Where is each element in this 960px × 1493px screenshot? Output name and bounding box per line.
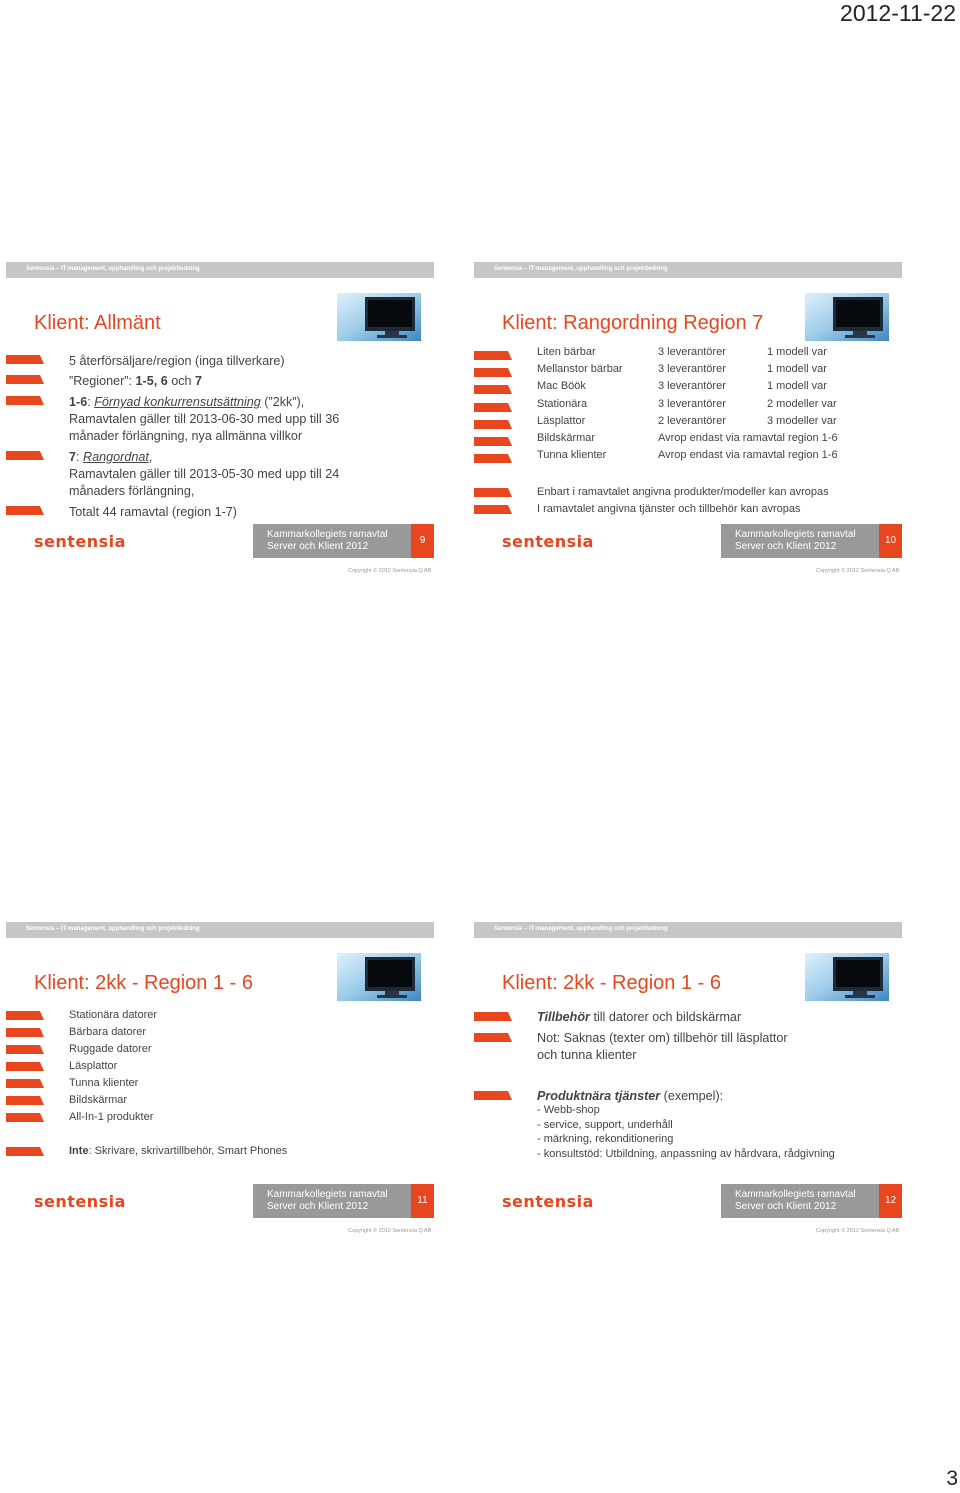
- page-number: 3: [946, 1467, 958, 1490]
- body-line: Ramavtalen gäller till 2013-05-30 med upp till 24: [69, 467, 340, 481]
- footer-box: Kammarkollegiets ramavtal Server och Klient 2012: [721, 1184, 886, 1218]
- bullet-icon: [474, 403, 512, 412]
- bullet-icon: [6, 396, 44, 405]
- bullet-icon: [6, 1062, 44, 1071]
- bullet-icon: [6, 1011, 44, 1020]
- bullet-icon: [6, 1096, 44, 1105]
- bullet-icon: [474, 1033, 512, 1042]
- monitor-icon: [337, 293, 421, 341]
- exclusion-line: Inte: Skrivare, skrivartillbehör, Smart Phones: [69, 1145, 288, 1157]
- sentensia-logo: sentensia: [34, 1192, 126, 1211]
- bullet-icon: [6, 1045, 44, 1054]
- body-line: månaders förlängning,: [69, 484, 195, 498]
- copyright: Copyright © 2012 Sentensia Q AB: [348, 1228, 432, 1234]
- service-item: - Webb-shop: [537, 1104, 600, 1116]
- slide-10: Sentensia – IT-management, upphandling och projektledning Klient: Rangordning Region 7 Liten bärbar 3 leverantörer 1 modell var Mellanstor bärbar 3 leverantörer 1 modell var Mac Böök 3 leverantörer 1 modell var Stationära 3 leverantörer 2 modeller var Läsplattor 2 leverantörer 3 modeller var Bildskärmar Avrop endast via ramavtal region 1-6 Tunna klienter Avrop endast via ramavtal region 1-6 Enbart i ramavtalet angivna produkter/modeller kan avropas I ramavtalet angivna tjänster och tillbehör kan avropas sentensia Kammarkollegiets ramavtal Server och Klient 2012 10 Copyright © 2012 Sentensia Q AB: [474, 262, 902, 582]
- bullet-icon: [474, 505, 512, 514]
- bullet-icon: [6, 451, 44, 460]
- header-text: Sentensia – IT-management, upphandling och projektledning: [494, 266, 668, 272]
- bullet-icon: [6, 355, 44, 364]
- bullet-icon: [474, 1091, 512, 1100]
- bullet-icon: [474, 488, 512, 497]
- service-item: - service, support, underhåll: [537, 1118, 673, 1131]
- copyright: Copyright © 2012 Sentensia Q AB: [816, 1228, 900, 1234]
- bullet-icon: [474, 351, 512, 360]
- body-line: Ramavtalen gäller till 2013-06-30 med upp till 36: [69, 412, 340, 426]
- slide-12: [474, 922, 902, 1242]
- sentensia-logo: sentensia: [502, 1192, 594, 1211]
- copyright: Copyright © 2012 Sentensia Q AB: [816, 568, 900, 574]
- bullet-icon: [6, 1147, 44, 1156]
- list-item: All-In-1 produkter: [69, 1111, 154, 1123]
- slide-number: 12: [879, 1184, 902, 1218]
- note-line: I ramavtalet angivna tjänster och tillbehör kan avropas: [537, 503, 801, 515]
- body-line: 1-6: Förnyad konkurrensutsättning (”2kk”),: [69, 395, 305, 409]
- header-text: Sentensia – IT-management, upphandling och projektledning: [494, 926, 668, 932]
- list-item: Tunna klienter: [69, 1077, 139, 1089]
- slide-header-bar: [474, 922, 902, 938]
- bullet-icon: [6, 1028, 44, 1037]
- copyright: Copyright © 2012 Sentensia Q AB: [348, 568, 432, 574]
- footer-box: Kammarkollegiets ramavtal Server och Klient 2012: [253, 524, 418, 558]
- note-line: Enbart i ramavtalet angivna produkter/modeller kan avropas: [537, 486, 829, 498]
- slide-title: Klient: 2kk - Region 1 - 6: [34, 972, 253, 994]
- body-line: månader förlängning, nya allmänna villkor: [69, 429, 303, 443]
- slide-title: Klient: Rangordning Region 7: [502, 312, 764, 334]
- body-line: 5 återförsäljare/region (inga tillverkare): [69, 354, 285, 368]
- body-line: Totalt 44 ramavtal (region 1-7): [69, 505, 237, 519]
- sentensia-logo: sentensia: [502, 532, 594, 551]
- list-item: Bildskärmar: [69, 1094, 128, 1106]
- slide-number: 11: [411, 1184, 434, 1218]
- bullet-icon: [474, 368, 512, 377]
- services-heading: Produktnära tjänster (exempel):: [537, 1089, 724, 1103]
- monitor-icon: [337, 953, 421, 1001]
- footer-box: Kammarkollegiets ramavtal Server och Klient 2012: [721, 524, 886, 558]
- header-text: Sentensia – IT-management, upphandling och projektledning: [26, 266, 200, 272]
- list-item: Bärbara datorer: [69, 1026, 147, 1038]
- note-line: och tunna klienter: [537, 1048, 637, 1062]
- monitor-icon: [805, 293, 889, 341]
- bullet-icon: [6, 1079, 44, 1088]
- header-text: Sentensia – IT-management, upphandling och projektledning: [26, 926, 200, 932]
- slide-header-bar: [474, 262, 902, 278]
- page-date: 2012-11-22: [840, 0, 956, 26]
- slide-11: [6, 922, 434, 1242]
- body-line: ”Regioner”: 1-5, 6 och 7: [69, 374, 203, 388]
- service-item: - märkning, rekonditionering: [537, 1133, 674, 1145]
- body-line: 7: Rangordnat,: [69, 450, 153, 464]
- bullet-icon: [6, 375, 44, 384]
- list-item: Läsplattor: [69, 1060, 118, 1072]
- slide-number: 9: [411, 524, 434, 558]
- note-line: Not: Saknas (texter om) tillbehör till läsplattor: [537, 1031, 788, 1045]
- accessories-line: Tillbehör till datorer och bildskärmar: [537, 1010, 742, 1024]
- bullet-icon: [474, 1012, 512, 1021]
- slide-header-bar: [6, 262, 434, 278]
- slide-9: [6, 262, 434, 582]
- bullet-icon: [6, 1113, 44, 1122]
- sentensia-logo: sentensia: [34, 532, 126, 551]
- list-item: Stationära datorer: [69, 1009, 158, 1021]
- bullet-icon: [6, 506, 44, 515]
- bullet-icon: [474, 420, 512, 429]
- slide-number: 10: [879, 524, 902, 558]
- slide-title: Klient: Allmänt: [34, 312, 161, 334]
- monitor-icon: [805, 953, 889, 1001]
- slide-header-bar: [6, 922, 434, 938]
- bullet-icon: [474, 454, 512, 463]
- slide-title: Klient: 2kk - Region 1 - 6: [502, 972, 721, 994]
- footer-box: Kammarkollegiets ramavtal Server och Klient 2012: [253, 1184, 418, 1218]
- service-item: - konsultstöd: Utbildning, anpassning av hårdvara, rådgivning: [537, 1147, 835, 1160]
- bullet-icon: [474, 385, 512, 394]
- bullet-icon: [474, 437, 512, 446]
- list-item: Ruggade datorer: [69, 1043, 152, 1055]
